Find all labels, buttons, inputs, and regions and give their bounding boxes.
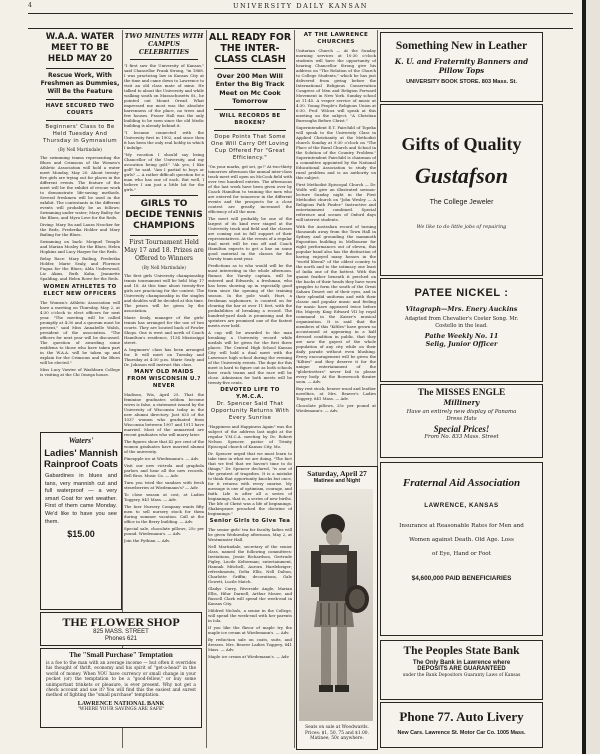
headline-women-athletes: WOMEN ATHLETES TO ELECT NEW OFFICERS: [43, 283, 117, 297]
divider: [214, 109, 286, 110]
bank-ad-slogan: "WHERE YOUR SAVINGS ARE SAFE": [77, 706, 165, 712]
headline-senior-tea: Senior Girls to Give Tea: [209, 517, 291, 524]
flower-shop-ad: [40, 612, 202, 646]
patee-line3: Pathe Weekly No. 11: [424, 332, 499, 341]
fraternal-aid-ad: [380, 462, 543, 636]
band-photo: [299, 489, 373, 721]
divider: [46, 99, 114, 100]
divider: [214, 68, 286, 69]
engle-line2: Special Prices!: [433, 424, 490, 435]
masthead-rule: [28, 13, 573, 14]
divider: [214, 130, 286, 131]
page-number: 4: [28, 2, 34, 9]
fraternal-paid: $4,600,000 PAID BENEFICIARIES: [411, 575, 512, 582]
article-text: Mildred Nichols, a senior in the College, will spend the week-end with her parents in Iola.: [208, 607, 292, 623]
article-text: Dr. Spencer urged that we must learn to take time in what we are doing. "The fact that we feel that we haven't time to do things," Dr. Spencer declared, "is one of the greatest of tragedies. It is a mistake to think that opportunity knocks but once, for it returns with every sunrise. My message is one of optimism, courage, and faith. Life is after all a series of beginnings, that is, a series of new births. The life of Christ was a life of beginnings. Shakespeare preached the doctrine of beginnings.": [208, 450, 292, 516]
engle-title: The MISSES ENGLE: [417, 388, 506, 398]
divider: [130, 235, 198, 236]
headline-girls-tennis: GIRLS TO DECIDE TENNIS CHAMPIONS: [125, 199, 203, 231]
article-text: "I became connected with the University first in 1902, and since then it has been the only real hobby in which I indulge.: [124, 130, 204, 150]
article-text: Gladys Curry, Riverside Angle, Marian Ellis, Hilur Darnell, Arthur Mouer, and Russell Clark will spend the week-end in Kansas City.: [208, 585, 292, 606]
divider: [130, 195, 198, 196]
fraternal-body1: Insurance at Reasonable Rates for Men and: [399, 523, 524, 529]
show-caption: Seats on sale at Woodwards. Prices: $1, 50, 75 and $1.00. Matinee, 50c anywhere.: [305, 725, 369, 742]
kilties-show-ad: [296, 466, 378, 750]
waters-body: Gabardines in blues and tans, very mannish cut and full waterproof — a very smart Coat for wet weather. First of them came Monday. We'd like to have you see them.: [45, 473, 117, 525]
patee-line4: Selig, Junior Officer: [425, 340, 498, 349]
subhead-girls-tennis: First Tournament Held May 17 and 18. Prizes are Offered to Winners: [124, 239, 204, 262]
leather-ad: [380, 32, 543, 102]
peoples-state-bank-ad: [380, 640, 543, 700]
subhead-ymca: Dr. Spencer Said That Opportunity Returns With Every Sunrise: [210, 400, 290, 421]
article-text: "On your marks, get set, go!" At two-thirty tomorrow afternoon the annual inter-class track meet will open on McCook field with over two hundred entries. The afternoons of the last week have been given over by Coach Hamilton to training the men who are entered for tomorrow in the different events and the prospects for a close contest are greatly increased the efficiency of all the men.: [208, 163, 292, 214]
show-times: Matinee and Night: [313, 478, 361, 484]
article-text: "My vocation I should say being Chancellor of the University, and my avocation being golf." "Ah yes, I like golf" he said. "Am I partial to boys or girls? — A rather difficult question for a man who has one of each. But well, I believe I am just a little bit for the girls.": [124, 152, 204, 192]
flower-shop-address: 825 MASS. STREET: [93, 629, 149, 635]
deck-records: WILL RECORDS BE BROKEN?: [219, 112, 281, 126]
column-2: [124, 32, 204, 607]
peoples-title: The Peoples State Bank: [403, 645, 520, 657]
deck2-loving-cup: Dope Points That Some One Will Carry Off Loving Cup Offered For "Great Efficiency.": [211, 133, 289, 161]
column-rule: [206, 30, 207, 748]
adv-text: To close season at cost, at Ladies Toggery, 841 Mass. — Adv.: [124, 491, 204, 502]
adv-text: Join the Pythian — Adv.: [124, 537, 171, 543]
adv-text: Visit our new victrola and graphola parlors and hear all the new records. Bell Bros. Music Co. — Adv.: [124, 462, 204, 478]
byline: (By Nell Martindale): [142, 265, 186, 270]
patee-line1: Vitagraph—Mrs. Enery Auckins: [405, 305, 518, 313]
gustafson-jeweler-ad: [380, 104, 543, 276]
article-text: The meet will probably be one of the largest of its kind ever staged at the University track and field and the classes are coming out in full support of their representatives. At the events of a regular dual meet will be run off and Coach Hamilton expects to get a line on some good material in the classes for the Varsity team next year.: [208, 215, 292, 261]
article-text: If you like the flavor of maple try the maple ice cream at Wiedemann's. — Adv.: [208, 624, 292, 635]
article-text: Relay Race: Mary Bailing, Frederika Holder, Marie Sealy, and Florence Fugua for the Blues; Alda Underwood, Liz Akins, Ruth Kahn, Jeannette Spalding, and Helen Rowe for the Reds.: [40, 255, 120, 281]
article-text: The first girls University championship tennis tournament will be held May 17 and 18. At this time about twenty-five girls are practicing for the contest. The University championship in the singles and doubles will be decided at this time. The prizes will be given by the association.: [124, 272, 204, 313]
article-text: Nell Martindale, secretary of the senior class, named the following committees: Invitations, Jessie Richardson, Gertrude Pigley, Lucile Kelterman; entertainment, Hannah Mitchell, Aurora Hardebeiger; refreshments, Delta Ellis, Nell Dalton, Charlotte Griffin; decorations, Gale Gowett, Lucile Match.: [208, 543, 292, 584]
patee-nickel-ad: [380, 278, 543, 382]
adv-text: Turn you tried the sundaes with fresh strawberries at Wiedemann's? — Adv.: [124, 479, 204, 490]
byline: (By Nell Martindale): [58, 147, 102, 152]
misses-engle-ad: [380, 384, 543, 458]
article-text: The senior girls' tea for faculty ladies will be given Wednesday afternoon, May 2, at Westminster Hall.: [208, 526, 292, 542]
peoples-line2: DEPOSITS ARE GUARANTEED: [417, 666, 506, 672]
column-4: [296, 32, 376, 460]
article-text: Marie Sealy, manager of the girls' tennis has arranged for the use of two courts. They are located back of Fowler Shops. One is west and north of Coach Hamilton's residence, 1134 Mississippi street.: [124, 314, 204, 345]
article-text: A beginners' class has been arranged for. It will meet on Tuesday and Thursday at 4:30 p.m. Marie Sealy and Dr. Johnson will instruct this class.: [124, 346, 204, 367]
gustafson-sub: The College Jeweler: [429, 199, 494, 206]
peoples-line3: under the Bank Depositors Guaranty Laws of Kansas: [402, 673, 521, 678]
patee-line2: Adapted from Chevalier's Coster Song. Mr. Costello in the lead.: [404, 316, 519, 329]
scanner-edge: [582, 0, 600, 754]
bank-ad-name: LAWRENCE NATIONAL BANK: [77, 700, 165, 707]
article-text: Predictions as to who would will be the most interesting in the whole afternoon. Rumor, the Varsity captain, will be entered and Edwards, a freshman, who has been showing up in especially good form since the opening of the training season. In the pole vault, Hurt, a freshman sophomore, is counted on for clearing the bar at over 11 feet, with the probabilities of breaking a record. The hundred-yard dash is promising and the sprinters are promised one of the fastest meets ever held.: [208, 262, 292, 328]
article-text: With the Australian record of turning thousands away from the Town Hall in Sydney and grounding the mammoth Exposition building in Melbourne for eight performances out of eleven, this popular band also has the distinction of having enjoyed many honors in the "world liberal" of the oldest country to the north and to the intimacy one least of India one of the hottest. With this quaint feather beneath it perched on the backs of their heads they have worn grapples to form the south of the Great Sahara Desert out of their eyes, and in their splendid uniforms and with their classic and popular music and feeling for music have appeared twice before His Majesty King Edward VII by royal command in the Kaiser's musical organization. It is said that the members of this "Kiltles" have grown so accustomed at appearing in a half dressed condition in public, that they are now the gayest of the whole population of any city while on their daily parade without even blushing. Every encouragement will be given the "Kilties" and they deserve it for the unique entertainment of the "globetrotters" never fail to please every body. At the Bowersock theater soon. — Adv.: [296, 224, 376, 384]
engle-line3: From No. 833 Mass. Street: [424, 434, 499, 441]
article-text: A cup will be awarded to the man breaking a University record while medals will be given for the first three places. The Central High School Kansas City will hold a dual meet with the Lawrence high school during the evening of the University events. The dope for this meet is hard to figure out as both schools have crack teams and the race will be close. Admission for both meets will be twenty-five cents.: [208, 329, 292, 385]
leather-headline: Something New in Leather: [395, 40, 528, 52]
engle-sub: Millinery: [443, 398, 480, 407]
bank-ad-title: The "Small Purchase" Temptation: [69, 651, 173, 659]
article-text: First Methodist Episcopal Church — Dr. Wolfe will give an illustrated sermon-lecture Sunday night in the First Methodist church on "John Wesley — A Religious Path Finder." Instructive and entertainment combined. Special reference and scenes of Oxford days will interest students.: [296, 182, 376, 222]
adv-text: Pineapple ice at Wiedemann's. — Adv.: [124, 455, 200, 461]
show-date: Saturday, April 27: [307, 469, 367, 478]
masthead-rule-2: [28, 28, 573, 29]
article-text: The swimming teams representing the Blues and Crimsons of the Women's Athletic Association will hold a water meet Monday, May 20. About twenty-five girls are trying out for places in the different events. The feature of the meet will be the exhibit of rescue work to demonstrate life-saving methods. Several freshmen will be used in the exhibit. The contestants in the different events will probably be as follows: Swimming under water; Mary Bailey for the Blues, and Myra Love for the Reds.: [40, 154, 120, 220]
article-text: "Happiness and Happiness Again" was the subject of the address last night at the regular Y.M.C.A. meeting by Dr. Robert Nelson Spencer, pastor of Trinity Episcopal church of Kansas City, Mo.: [208, 423, 292, 449]
fraternal-body3: of Eye, Hand or Foot: [432, 551, 491, 557]
peoples-line1: The Only Bank in Lawrence where: [412, 660, 511, 666]
engle-line1: Have an entirely new display of Panama Dress Hats: [406, 409, 517, 422]
article-text: Unitarian Church — At the Sunday morning services at 10:30 o'clock students will have the opportunity of hearing Chancellor Strong give his address on "The Relation of the Church to College Students," which he has just delivered from giving before the International Religious Conservation Congress of Men and Religion Forward Movement in New York. Sunday school at 11:45. A vesper service of music at 4:30. Young People's Religious Union at 6:30. Prof. Wilcox will speak at this meeting on the subject, "A Christian Burroughs Before Christ.": [296, 48, 376, 123]
article-text: Miss Lucy Vawter of Washburn College is visiting at the Chi Omega house.: [40, 366, 120, 377]
fraternal-title: Fraternal Aid Association: [402, 477, 521, 489]
column-1: [40, 32, 120, 422]
masthead: [28, 2, 573, 12]
article-text: Chocolate pillows, 25c per pound at Wiedemann's. — Adv.: [296, 403, 376, 413]
article-text: Diving: Mary Ita and Laura Neocker for the Reds, Frederika Holder and Mary Bailing for the Blues.: [40, 221, 120, 237]
article-text: Buy rest stock, beaver wood and leather novelties, at Mrs. Beaver's Ladies Toggery, 841 Mass. — Adv.: [296, 386, 376, 401]
waters-coats-ad: [40, 432, 122, 610]
adv-text: Special sale, chocolate pillows, 25c per pound. Wiedemann's. — Adv.: [124, 525, 204, 536]
article-text: Maple ice cream at Wiedemann's. — Adv.: [208, 653, 290, 659]
article-text: By reduction sale on coats, suits, and dresses. Mrs. Beaver Ladies Toggery, 841 Mass. — Adv.: [208, 636, 292, 652]
adv-text: The Iner Nursery Company wants fifty men to sell nursery stock for them during summer vacation. Call at the office in the Berry building. — Adv.: [124, 503, 204, 524]
article-text: The Women's Athletic Association will have a meeting on Thursday, May 2, at 4:30 o'clock to elect officers for next year. "The meeting will be called promptly at 4:30 and a quorum must be present," said Miss Annabelle Walsh, president of the association. "The officers for next year will be discussed. The question of awarding some emblems to those who have taken part in the W.A.A. will be taken up and explain for the Crimsons and the Blues will be elected.": [40, 299, 120, 365]
article-text: The figures show that 42 per cent of the women graduates have married alumni of the university.: [124, 438, 204, 454]
subhead-waa: Rescue Work, With Freshmen as Dummies, Will Be the Feature: [40, 72, 120, 95]
divider: [46, 120, 114, 121]
fraternal-body2: Women against Death. Old Age. Loss: [409, 537, 514, 543]
patee-title: PATEE NICKEL :: [414, 287, 509, 299]
deck2-waa: Beginners' Class to Be Held Tuesday And Thursday in Gymnasium: [42, 124, 118, 144]
fraternal-city: LAWRENCE, KANSAS: [424, 502, 499, 509]
auto-title: Phone 77. Auto Livery: [399, 709, 524, 724]
gustafson-tag: We like to do little jobs of repairing: [416, 224, 507, 230]
headline-waa: W.A.A. WATER MEET TO BE HELD MAY 20: [45, 32, 115, 64]
divider: [46, 68, 114, 69]
headline-interclass-clash: ALL READY FOR THE INTER-CLASS CLASH: [208, 32, 292, 65]
headline-ymca: DEVOTED LIFE TO Y.M.C.A.: [220, 386, 280, 400]
subhead-track-meet: Over 200 Men Will Enter the Big Track Meet on Mc Cook Tomorrow: [215, 72, 285, 106]
gifts-headline: Gifts of Quality: [401, 134, 522, 154]
column-rule: [294, 30, 295, 748]
gustafson-logo: Gustafson: [415, 163, 508, 188]
headline-old-maids: MANY OLD MAIDS FROM WISCONSIN U.? NEVER: [127, 368, 201, 389]
lawrence-national-bank-ad: [40, 648, 202, 728]
waters-price: $15.00: [67, 529, 95, 540]
leather-sub: K. U. and Fraternity Banners and Pillow Tops: [394, 57, 529, 75]
flower-shop-title: THE FLOWER SHOP: [62, 615, 180, 629]
waters-headline: Ladies' Mannish Rainproof Coats: [44, 448, 118, 470]
bank-ad-body: is a foe to the man with an average income — but often it overrides his thought of thrift, economy and his spirit of "get-a-head" in the world of money. When YOU have currency or small change in your pocket (or) the temptation to be a "good-fellow," or buy some unimportant trinkets or pleasure, is ever present. Why not get a check account and use it? You will find this the easiest and surest method of fighting the "small purchase" temptation.: [46, 661, 196, 699]
divider: [130, 59, 198, 60]
article-text: Madison, Wis, April 25. That the feminine graduates seldom become wives is false, a statement issued by the University of Wisconsin today in the new alumni directory. Just 625 of the 1037 women who graduated from Wisconsin between 1907 and 1911 have married. Most of the unmarried are recent graduates who will marry later.: [124, 391, 204, 437]
auto-line: New Cars. Lawrence St. Motor Car Co. 1005 Mass.: [397, 730, 526, 736]
waters-logo: Waters': [68, 436, 94, 445]
headline-churches: AT THE LAWRENCE CHURCHES: [303, 32, 369, 45]
masthead-title: UNIVERSITY DAILY KANSAN: [232, 2, 369, 10]
deck-waa: HAVE SECURED TWO COURTS: [45, 103, 115, 116]
article-text: Superintendent E.T. Fairchild of Topeka will speak to the University Class in Applied Christianity at the Methodist church Sunday at 9:30 o'clock on "The Place of the Rural Church and School in the Solution of the Country Problem." Superintendent Fairchild is chairman of a committee appointed by the National Educational Association to study the rural problem and is an authority on this subject.: [296, 125, 376, 180]
headline-campus-celebrities: TWO MINUTES WITH CAMPUS CELEBRITIES: [124, 32, 204, 56]
leather-store: UNIVERSITY BOOK STORE. 803 Mass. St.: [406, 79, 517, 85]
auto-livery-ad: [380, 702, 543, 748]
column-3: [208, 32, 292, 748]
article-text: "I first saw the University of Kansas," said Chancellor Frank Strong, "in 1868. I was practicing law in Kansas City at the time and came down to Lawrence to visit an old class mate of mine. He talked to about the University and while walking south on Massachusetts St., he pointed out Mount Oread. What impressed me most was the absolute barrenness of the place, no trees and few houses. Fraser Hall was the only building to be seen since the old Medic building is already behind it.: [124, 63, 204, 128]
article-text: Swimming on back: Meiguel Temple and Marian Mosley for the Blues, Helen Hopkins and Lucy Harper for the Reds.: [40, 238, 120, 254]
flower-shop-phone: Phones 621: [104, 636, 138, 642]
